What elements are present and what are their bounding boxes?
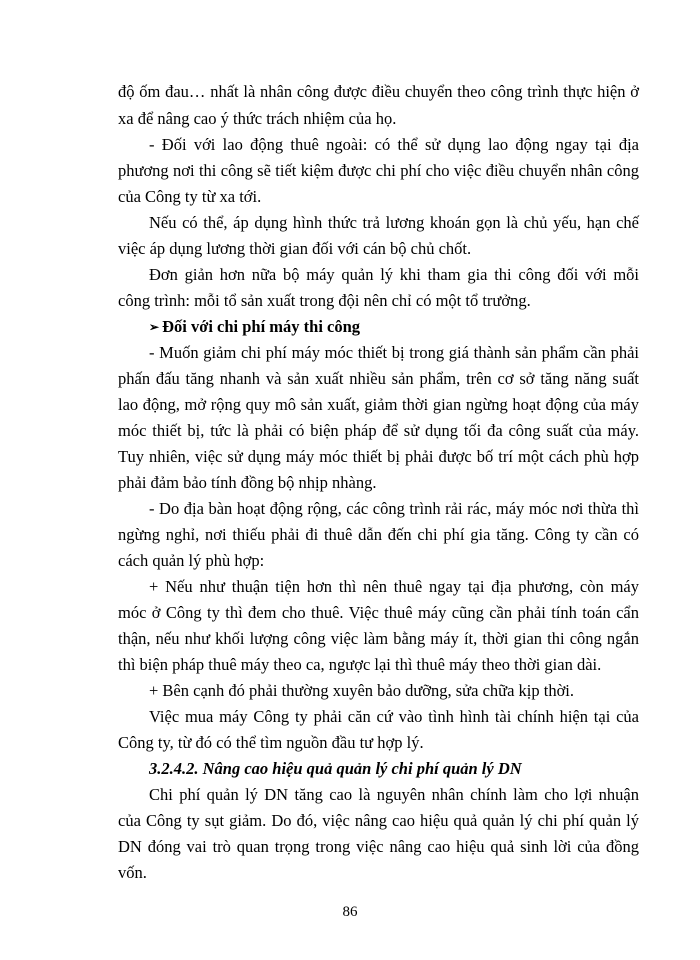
- text-line: + Nếu như thuận tiện hơn thì nên thuê ngay tại địa phương, còn máy: [149, 577, 639, 596]
- text-line: công trình: mỗi tổ sản xuất trong đội nên chỉ có một tổ trưởng.: [118, 291, 531, 310]
- text-line: Đơn giản hơn nữa bộ máy quản lý khi tham gia thi công đối với mỗi: [149, 265, 639, 284]
- text-line: xa để nâng cao ý thức trách nhiệm của họ.: [118, 109, 397, 128]
- text-line: móc thiết bị, tức là phải có biện pháp để sử dụng tối đa công suất của máy.: [118, 421, 639, 440]
- text-line: thận, nếu như khối lượng công việc làm bằng máy ít, thời gian thi công ngắn: [118, 629, 639, 648]
- text-line: thì biện pháp thuê máy theo ca, ngược lại thì thuê máy theo thời gian dài.: [118, 655, 602, 674]
- section-heading: [149, 317, 639, 337]
- arrow-bullet-icon: ➢: [149, 320, 160, 334]
- text-line: móc ở Công ty thì đem cho thuê. Việc thuê máy cũng cần phải tính toán cẩn: [118, 603, 639, 622]
- text-line: + Bên cạnh đó phải thường xuyên bảo dưỡng, sửa chữa kịp thời.: [149, 681, 575, 700]
- text-line: Chi phí quản lý DN tăng cao là nguyên nhân chính làm cho lợi nhuận: [149, 785, 639, 804]
- text-line: độ ốm đau… nhất là nhân công được điều chuyển theo công trình thực hiện ở: [118, 82, 639, 101]
- subsection-heading: 3.2.4.2. Nâng cao hiệu quả quản lý chi phí quản lý DN: [149, 759, 522, 778]
- text-line: của Công ty sụt giảm. Do đó, việc nâng cao hiệu quả quản lý chi phí quản lý: [118, 811, 639, 830]
- text-line: Tuy nhiên, việc sử dụng máy móc thiết bị phải được bố trí một cách phù hợp: [118, 447, 639, 466]
- text-line: - Muốn giảm chi phí máy móc thiết bị trong giá thành sản phẩm cần phải: [149, 343, 639, 362]
- text-line: Nếu có thể, áp dụng hình thức trả lương khoán gọn là chủ yếu, hạn chế: [149, 213, 639, 232]
- text-line: phương nơi thi công sẽ tiết kiệm được chi phí cho việc điều chuyển nhân công: [118, 161, 639, 180]
- text-line: ngừng nghỉ, nơi thiếu phải đi thuê dẫn đến chi phí gia tăng. Công ty cần có: [118, 525, 639, 544]
- text-line: của Công ty từ xa tới.: [118, 187, 262, 206]
- text-line: Việc mua máy Công ty phải căn cứ vào tình hình tài chính hiện tại của: [149, 707, 639, 726]
- text-line: - Đối với lao động thuê ngoài: có thể sử dụng lao động ngay tại địa: [149, 135, 639, 154]
- section-heading-text: Đối với chi phí máy thi công: [162, 317, 361, 336]
- text-line: cách quản lý phù hợp:: [118, 551, 265, 570]
- text-line: phấn đấu tăng nhanh và sản xuất nhiều sản phẩm, trên cơ sở tăng năng suất: [118, 369, 639, 388]
- text-line: phải đảm bảo tính đồng bộ nhịp nhàng.: [118, 473, 377, 492]
- text-line: - Do địa bàn hoạt động rộng, các công trình rải rác, máy móc nơi thừa thì: [149, 499, 639, 518]
- text-line: lao động, mở rộng quy mô sản xuất, giảm thời gian ngừng hoạt động của máy: [118, 395, 639, 414]
- text-line: vốn.: [118, 863, 147, 882]
- text-line: Công ty, từ đó có thể tìm nguồn đầu tư hợp lý.: [118, 733, 424, 752]
- text-line: việc áp dụng lương thời gian đối với cán bộ chủ chốt.: [118, 239, 472, 258]
- page-number: 86: [342, 904, 358, 920]
- text-line: DN đóng vai trò quan trọng trong việc nâng cao hiệu quả sinh lời của đồng: [118, 837, 639, 856]
